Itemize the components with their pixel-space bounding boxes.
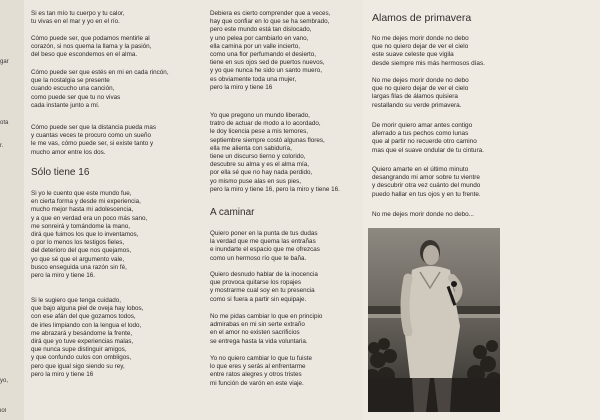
lyric-line: tu vivas en el mar y yo en el río. — [31, 18, 120, 26]
lyric-line: busco enseguida una razón sin fé, — [31, 263, 127, 271]
lyric-line: me abrazará y besándome la frente, — [31, 329, 133, 337]
lyric-line: es obviamente toda una mujer, — [210, 75, 297, 83]
stanza — [372, 122, 484, 155]
lyric-line: Quiero desnudo hablar de la inocencia — [210, 271, 318, 278]
stanza — [31, 124, 156, 157]
lyric-line: que provoca quitarse los ropajes — [210, 279, 302, 287]
lyric-line: le doy licencia pese a mis temores, — [210, 128, 308, 136]
lyric-line: mas que el suave ondular de tu cintura. — [372, 146, 484, 154]
lyric-line: desde siempre mis más hermosos días. — [372, 59, 485, 67]
singer-photo-graphic — [368, 228, 500, 412]
song-title-solo-tiene-16: Sólo tiene 16 — [31, 167, 90, 178]
lyric-line: Debiera es cierto comprender que a veces, — [210, 10, 331, 17]
lyric-line: pero la miro y tiene 16 — [210, 83, 273, 91]
lyric-line: que no quiero dejar de ver el cielo — [372, 85, 469, 93]
stanza — [210, 112, 340, 194]
lyric-line: cada instante junto a mí. — [31, 101, 100, 109]
lyric-line: cuando escucho una canción, — [31, 85, 115, 93]
stanza — [210, 10, 330, 92]
stanza — [372, 166, 481, 199]
lyric-line: yo mismo puse alas en sus pies, — [210, 177, 301, 185]
lyric-line: lo que eres y serás al enfrentarme — [210, 363, 306, 371]
lyric-line: yo que sé que el argumento vale, — [31, 255, 125, 263]
lyric-line: No me dejes morir donde no debo — [372, 77, 469, 84]
singer-photo — [368, 228, 500, 412]
lyric-line: dirá que yo tuve experiencias malas, — [31, 338, 134, 346]
lyric-line: Yo no quiero cambiar lo que tu fuiste — [210, 355, 312, 362]
lyric-line: como un hermoso río que te baña. — [210, 254, 307, 262]
lyric-line: pero la miro y tiene 16, pero la miro y tiene 16. — [210, 185, 340, 193]
lyric-line: tratro de actuar de modo a lo acordado, — [210, 120, 321, 128]
stanza — [372, 77, 469, 110]
lyric-line: y mostrarme cual soy en tu presencia — [210, 287, 315, 295]
lyric-line: le me vas, cómo puede ser, si existe tanto y — [31, 140, 154, 148]
lyric-line: Yo que pregono un mundo liberado, — [210, 112, 310, 119]
lyric-line: largas filas de álamos quisiera — [372, 93, 458, 101]
stanza — [372, 35, 485, 68]
lyric-line: como si fuera a partir sin equipaje. — [210, 295, 307, 303]
lyric-line: corazón, si nos quema la llama y la pasión, — [31, 43, 152, 51]
lyric-line: pero que igual sigo siendo su rey, — [31, 362, 125, 370]
stanza — [31, 69, 169, 110]
lyric-line: de irles limpiando con la lengua el lodo, — [31, 321, 142, 329]
lyric-line: este suave celeste que vigila — [372, 51, 454, 59]
lyric-line: Cómo puede ser, que podamos mentirle al — [31, 35, 150, 42]
stanza — [372, 211, 474, 219]
lyric-line: y yo que nunca he sido un santo muero, — [210, 67, 323, 75]
lyric-line: desangrando mi amor sobre tu vientre — [372, 174, 480, 182]
lyric-line: y descubrir otra vez cuánto del mundo — [372, 182, 481, 190]
lyric-line: pero la miro y tiene 16 — [31, 370, 94, 378]
lyric-line: en el amor no existen sacrificios — [210, 329, 300, 337]
lyric-line: como puede ser que tu no vivas — [31, 93, 121, 101]
lyric-line: ella camina por un valle incierto, — [210, 42, 300, 50]
lyric-line: No me dejes morir donde no debo — [372, 35, 469, 42]
lyric-line: hay que confiar en lo que se ha sembrado, — [210, 18, 330, 26]
lyrics-page-1 — [24, 0, 205, 420]
lyric-line: como una flor perfumando el desierto, — [210, 51, 317, 59]
strip-fragment: ofá — [0, 120, 9, 126]
stanza — [210, 230, 320, 263]
lyric-line: del beso que escondemos en el alma. — [31, 51, 138, 59]
left-cutoff-page — [0, 0, 24, 420]
lyric-line: restallando su verde primavera. — [372, 101, 462, 109]
lyric-line: que la nostalgia se presente — [31, 77, 110, 85]
stanza — [31, 10, 124, 26]
stanza — [210, 355, 312, 388]
lyric-line: Si yo le cuento que este mundo fue, — [31, 190, 132, 197]
lyric-line: se entrega hasta la vida voluntaria. — [210, 337, 308, 345]
lyric-line: la verdad que me quema las entrañas — [210, 238, 316, 246]
lyric-line: me sonreirá y tomándome la mano, — [31, 222, 131, 230]
lyric-line: admirabas en mi sin serte extraño — [210, 321, 305, 329]
lyric-line: que no quiero dejar de ver el cielo — [372, 43, 469, 51]
lyric-line: que bajo alguna piel de oveja hay lobos, — [31, 305, 144, 313]
strip-fragment: gar — [0, 59, 9, 65]
song-title-a-caminar: A caminar — [210, 207, 255, 218]
stanza — [210, 313, 322, 346]
lyric-line: Si es tan mío tu cuerpo y tu calor, — [31, 10, 125, 17]
stanza — [31, 190, 147, 280]
lyric-line: No me dejes morir donde no debo... — [372, 211, 474, 218]
lyric-line: pero la miro y tiene 16. — [31, 272, 96, 280]
lyric-line: que nunca supe distinguir amigos, — [31, 346, 127, 354]
lyric-line: De morir quiero amar antes contigo — [372, 122, 473, 129]
lyric-line: No me pidas cambiar lo que en principio — [210, 313, 323, 320]
lyric-line: que al partir no recuerde otro camino — [372, 138, 477, 146]
strip-fragment: r. — [0, 143, 4, 149]
lyric-line: Cómo puede ser que la distancia pueda mas — [31, 124, 156, 131]
lyrics-page-2 — [205, 0, 363, 420]
stanza — [31, 297, 143, 379]
lyric-line: y cuantas veces te procuro como un sueño — [31, 132, 152, 140]
lyric-line: Quiero poner en la punta de tus dudas — [210, 230, 318, 237]
stanza — [31, 35, 151, 60]
lyric-line: y a que en verdad era un poco más sano, — [31, 214, 148, 222]
lyric-line: del deterioro del que nos quejamos, — [31, 247, 132, 255]
lyric-line: mucho amor entre los dos. — [31, 148, 106, 156]
lyric-line: e inundarte el espacio que me ofrezcas — [210, 246, 320, 254]
lyric-line: puedo hallar en tus ojos y en tu frente. — [372, 190, 481, 198]
lyric-line: tiene en sus ojos sed de puertos nuevos, — [210, 59, 325, 67]
strip-fragment: yo, — [0, 378, 9, 384]
lyric-line: tiene un discurso tierno y colorido, — [210, 153, 306, 161]
song-title-alamos-de-primavera: Alamos de primavera — [372, 12, 472, 24]
lyric-line: ella me alienta con sabiduría, — [210, 144, 292, 152]
lyric-line: Quiero amarte en el último minuto — [372, 166, 469, 173]
lyric-line: y uno pelea por cambiarlo en vano, — [210, 34, 309, 42]
lyric-line: Cómo puede ser que estés en mi en cada rincón, — [31, 69, 169, 76]
lyric-line: con ese afán del que gozamos todos, — [31, 313, 136, 321]
lyric-line: septiembre siempre costó algunas flores, — [210, 136, 325, 144]
lyric-line: entre ratos alegres y otros tristes — [210, 371, 302, 379]
lyric-line: y que confundo culos con ombligos, — [31, 354, 132, 362]
lyric-line: por ella sé que no hay nada perdido, — [210, 169, 313, 177]
lyric-line: mi función de varón en este viaje. — [210, 379, 304, 387]
lyric-line: mucho mejor hasta mi adolescencia, — [31, 206, 134, 214]
lyric-line: aferrado a tus pechos como lunas — [372, 130, 469, 138]
lyric-line: dirá que fuimos los que lo inventamos, — [31, 231, 139, 239]
lyric-line: descubre su alma y es el alma mía, — [210, 161, 310, 169]
lyric-line: o por lo menos los testigos fieles, — [31, 239, 125, 247]
lyric-line: pero este mundo está tan dislocado, — [210, 26, 312, 34]
lyric-line: Si le sugiero que tenga cuidado, — [31, 297, 121, 304]
stanza — [210, 271, 318, 304]
lyric-line: en cierta forma y desde mi experiencia, — [31, 198, 141, 206]
strip-fragment: iol — [0, 408, 7, 414]
